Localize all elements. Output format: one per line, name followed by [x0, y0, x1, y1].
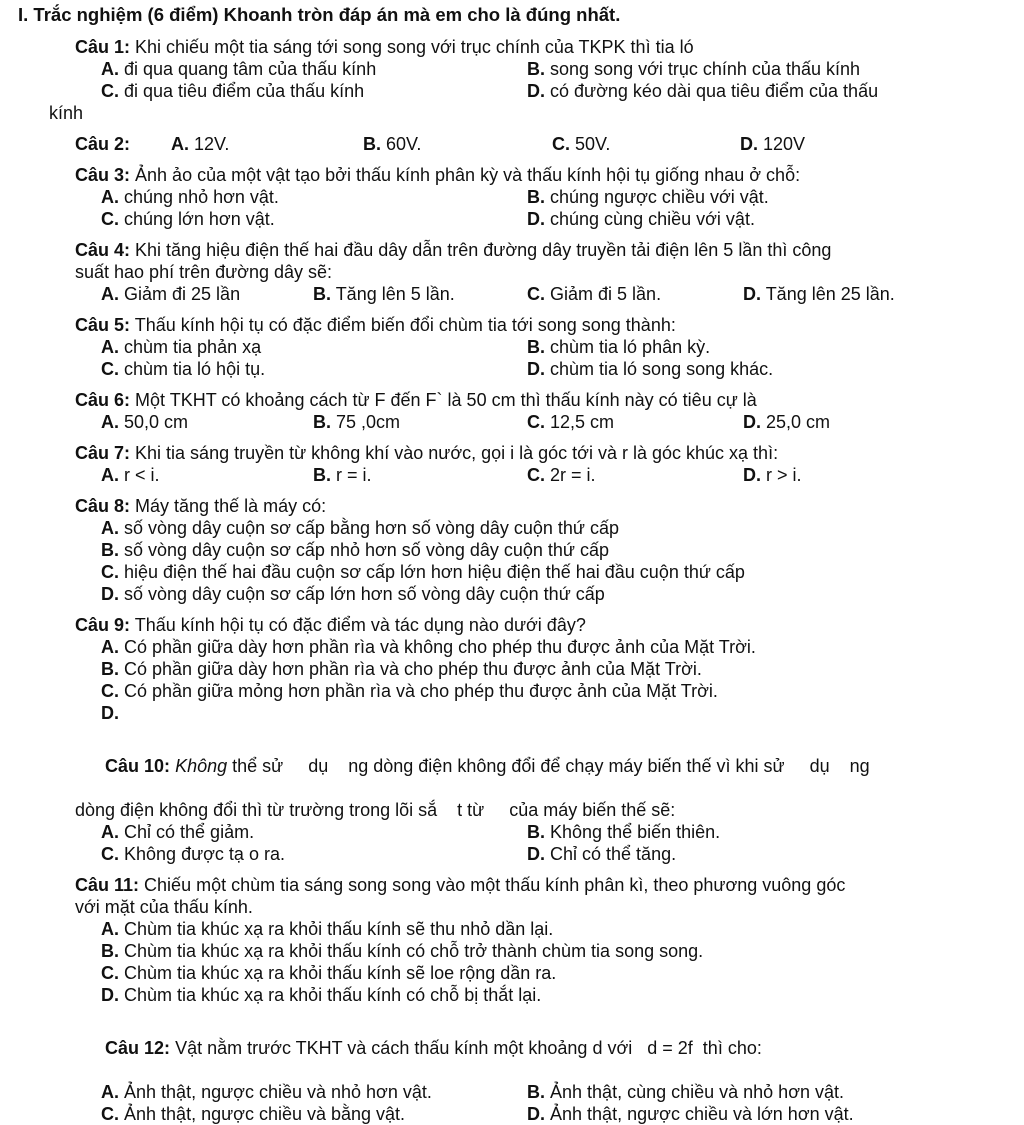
- option-a[interactable]: [101, 411, 313, 433]
- option-text: Có phần giữa dày hơn phần rìa và cho phép thu được ảnh của Mặt Trời.: [124, 659, 702, 679]
- option-a[interactable]: [171, 133, 363, 155]
- option-a[interactable]: [101, 821, 527, 843]
- question-text: Khi chiếu một tia sáng tới song song với trục chính của TKPK thì tia ló: [135, 37, 694, 57]
- question-label: Câu 2:: [75, 134, 131, 154]
- option-text: 60V.: [386, 134, 422, 154]
- option-letter: D.: [101, 703, 119, 723]
- option-letter: C.: [101, 359, 119, 379]
- option-text: Chỉ có thể giảm.: [124, 822, 255, 842]
- option-d[interactable]: [101, 583, 982, 605]
- option-text: r < i.: [124, 465, 160, 485]
- question-text: Máy tăng thế là máy có:: [135, 496, 327, 516]
- option-letter: B.: [527, 337, 545, 357]
- option-b[interactable]: [527, 821, 982, 843]
- option-text: số vòng dây cuộn sơ cấp lớn hơn số vòng dây cuộn thứ cấp: [124, 584, 605, 604]
- options: [101, 821, 982, 865]
- option-text: Giảm đi 25 lần: [124, 284, 241, 304]
- option-text: r = i.: [336, 465, 372, 485]
- option-letter: B.: [527, 822, 545, 842]
- option-d[interactable]: [527, 358, 982, 380]
- option-letter: C.: [101, 844, 119, 864]
- question-8: [75, 495, 982, 605]
- question-label: Câu 10:: [105, 756, 171, 776]
- option-text: Chùm tia khúc xạ ra khỏi thấu kính có chỗ trở thành chùm tia song song.: [124, 941, 704, 961]
- option-text: chúng nhỏ hơn vật.: [124, 187, 279, 207]
- question-1: [49, 36, 982, 124]
- option-text: Chùm tia khúc xạ ra khỏi thấu kính sẽ thu nhỏ dần lại.: [124, 919, 554, 939]
- question-stem: [75, 442, 982, 464]
- question-label: Câu 11:: [75, 875, 140, 895]
- question-5: [75, 314, 982, 380]
- question-2: [75, 133, 982, 155]
- option-c[interactable]: [101, 208, 527, 230]
- option-a[interactable]: [101, 1081, 527, 1103]
- question-12: [75, 1015, 982, 1125]
- options: [101, 464, 982, 486]
- option-text: Ảnh thật, ngược chiều và lớn hơn vật.: [550, 1104, 854, 1124]
- option-letter: B.: [527, 59, 545, 79]
- option-letter: A.: [101, 337, 119, 357]
- option-text: đi qua quang tâm của thấu kính: [124, 59, 377, 79]
- question-label: Câu 1:: [75, 37, 131, 57]
- option-letter: A.: [101, 822, 119, 842]
- option-text: chúng ngược chiều với vật.: [550, 187, 769, 207]
- question-text-line2: dòng điện không đổi thì từ trường trong lõi sắ t từ của máy biến thế sẽ:: [75, 800, 676, 820]
- question-stem: [75, 239, 982, 261]
- option-a[interactable]: [101, 517, 982, 539]
- option-text: chùm tia ló phân kỳ.: [550, 337, 711, 357]
- option-d[interactable]: [743, 411, 982, 433]
- option-letter: C.: [101, 81, 119, 101]
- option-letter: D.: [740, 134, 758, 154]
- option-a[interactable]: [101, 464, 313, 486]
- option-text: Ảnh thật, cùng chiều và nhỏ hơn vật.: [550, 1082, 845, 1102]
- question-text: Khi tăng hiệu điện thế hai đầu dây dẫn trên đường dây truyền tải điện lên 5 lần thì công: [135, 240, 832, 260]
- option-text: 25,0 cm: [766, 412, 831, 432]
- option-c[interactable]: [101, 561, 982, 583]
- question-text: Thấu kính hội tụ có đặc điểm và tác dụng nào dưới đây?: [134, 615, 586, 635]
- option-a[interactable]: [101, 336, 527, 358]
- option-b[interactable]: [313, 464, 527, 486]
- option-text: số vòng dây cuộn sơ cấp nhỏ hơn số vòng dây cuộn thứ cấp: [124, 540, 609, 560]
- option-text: Ảnh thật, ngược chiều và nhỏ hơn vật.: [124, 1082, 432, 1102]
- question-stem: [75, 164, 982, 186]
- option-letter: A.: [101, 284, 119, 304]
- option-d[interactable]: [101, 984, 982, 1006]
- options: [75, 133, 982, 155]
- question-label: Câu 7:: [75, 443, 131, 463]
- option-letter: D.: [101, 985, 119, 1005]
- options: [101, 58, 982, 102]
- option-letter: D.: [101, 584, 119, 604]
- question-text-italic: Không: [175, 756, 228, 776]
- option-letter: C.: [527, 284, 545, 304]
- option-letter: A.: [101, 1082, 119, 1102]
- option-text: chúng lớn hơn vật.: [124, 209, 275, 229]
- option-c[interactable]: [101, 680, 982, 702]
- option-a[interactable]: [101, 283, 313, 305]
- option-letter: D.: [527, 209, 545, 229]
- option-text: Có phần giữa dày hơn phần rìa và không cho phép thu được ảnh của Mặt Trời.: [124, 637, 756, 657]
- question-6: [75, 389, 982, 433]
- question-label: Câu 8:: [75, 496, 131, 516]
- options: [101, 283, 982, 305]
- question-4: [75, 239, 982, 305]
- option-c[interactable]: [527, 283, 743, 305]
- option-c[interactable]: [101, 843, 527, 865]
- option-text: 12,5 cm: [550, 412, 615, 432]
- question-7: [75, 442, 982, 486]
- question-text-line2: với mặt của thấu kính.: [75, 897, 253, 917]
- options: [101, 636, 982, 724]
- question-10: [75, 733, 982, 865]
- question-3: [75, 164, 982, 230]
- question-stem: [75, 733, 982, 799]
- option-letter: B.: [313, 412, 331, 432]
- option-letter: B.: [313, 284, 331, 304]
- option-c[interactable]: [101, 358, 527, 380]
- question-stem: [75, 1015, 982, 1081]
- option-text: số vòng dây cuộn sơ cấp bằng hơn số vòng dây cuộn thứ cấp: [124, 518, 619, 538]
- option-text: 12V.: [194, 134, 230, 154]
- question-11: [75, 874, 982, 1006]
- option-c[interactable]: [552, 133, 740, 155]
- question-text: Khi tia sáng truyền từ không khí vào nước, gọi i là góc tới và r là góc khúc xạ thì:: [135, 443, 779, 463]
- option-text: 120V: [763, 134, 806, 154]
- question-text: Chiếu một chùm tia sáng song song vào một thấu kính phân kì, theo phương vuông góc: [144, 875, 846, 895]
- option-letter: A.: [101, 919, 119, 939]
- option-letter: A.: [101, 59, 119, 79]
- option-letter: B.: [313, 465, 331, 485]
- option-text: chùm tia ló hội tụ.: [124, 359, 266, 379]
- option-letter: A.: [101, 187, 119, 207]
- option-text: có đường kéo dài qua tiêu điểm của thấu: [550, 81, 879, 101]
- option-letter: D.: [743, 412, 761, 432]
- question-label: Câu 4:: [75, 240, 131, 260]
- option-letter: C.: [527, 465, 545, 485]
- question-stem: [75, 36, 982, 58]
- option-text: 50,0 cm: [124, 412, 189, 432]
- option-b[interactable]: [363, 133, 552, 155]
- options: [101, 517, 982, 605]
- question-stem: [75, 389, 982, 411]
- option-a[interactable]: [101, 636, 982, 658]
- option-d[interactable]: [527, 843, 982, 865]
- option-letter: B.: [101, 941, 119, 961]
- option-b[interactable]: [313, 283, 527, 305]
- option-b[interactable]: [527, 186, 982, 208]
- options: [101, 186, 982, 230]
- question-text: Một TKHT có khoảng cách từ F đến F` là 50 cm thì thấu kính này có tiêu cự là: [135, 390, 757, 410]
- option-c[interactable]: [101, 1103, 527, 1125]
- option-letter: D.: [527, 1104, 545, 1124]
- question-text: Vật nằm trước TKHT và cách thấu kính một khoảng d với d = 2f thì cho:: [175, 1038, 762, 1058]
- option-d[interactable]: [527, 1103, 982, 1125]
- question-label: Câu 6:: [75, 390, 131, 410]
- option-d[interactable]: [743, 283, 982, 305]
- option-letter: A.: [101, 518, 119, 538]
- question-stem: [75, 314, 982, 336]
- option-letter: D.: [527, 844, 545, 864]
- question-9: [75, 614, 982, 724]
- option-c[interactable]: [527, 411, 743, 433]
- option-text: Tăng lên 5 lần.: [335, 284, 455, 304]
- option-text: Chùm tia khúc xạ ra khỏi thấu kính có chỗ bị thắt lại.: [124, 985, 542, 1005]
- option-letter: A.: [171, 134, 189, 154]
- option-letter: C.: [101, 1104, 119, 1124]
- option-text: 75 ,0cm: [336, 412, 401, 432]
- option-b[interactable]: [101, 539, 982, 561]
- question-text: Ảnh ảo của một vật tạo bởi thấu kính phân kỳ và thấu kính hội tụ giống nhau ở chỗ:: [135, 165, 801, 185]
- option-text: Tăng lên 25 lần.: [765, 284, 895, 304]
- option-letter: B.: [101, 659, 119, 679]
- options: [101, 411, 982, 433]
- options: [101, 336, 982, 380]
- option-d[interactable]: [740, 133, 982, 155]
- question-label: Câu 9:: [75, 615, 131, 635]
- question-stem: [75, 495, 982, 517]
- option-text: 2r = i.: [550, 465, 596, 485]
- question-text: Thấu kính hội tụ có đặc điểm biến đổi chùm tia tới song song thành:: [134, 315, 676, 335]
- option-c[interactable]: [101, 80, 527, 102]
- section-title: I. Trắc nghiệm (6 điểm) Khoanh tròn đáp án mà em cho là đúng nhất.: [18, 4, 621, 25]
- option-text: Ảnh thật, ngược chiều và bằng vật.: [124, 1104, 406, 1124]
- option-c[interactable]: [101, 962, 982, 984]
- question-label: Câu 12:: [105, 1038, 171, 1058]
- question-stem: [75, 614, 982, 636]
- option-letter: B.: [527, 1082, 545, 1102]
- option-b[interactable]: [527, 58, 982, 80]
- option-text: chúng cùng chiều với vật.: [550, 209, 755, 229]
- option-text: Chùm tia khúc xạ ra khỏi thấu kính sẽ loe rộng dần ra.: [124, 963, 557, 983]
- option-a[interactable]: [101, 186, 527, 208]
- option-letter: B.: [363, 134, 381, 154]
- option-a[interactable]: [101, 58, 527, 80]
- option-letter: C.: [101, 562, 119, 582]
- option-text: Không thể biến thiên.: [550, 822, 721, 842]
- option-text: hiệu điện thế hai đầu cuộn sơ cấp lớn hơn hiệu điện thế hai đầu cuộn thứ cấp: [124, 562, 745, 582]
- option-text: Chỉ có thể tăng.: [550, 844, 677, 864]
- options: [101, 1081, 982, 1125]
- option-text: song song với trục chính của thấu kính: [550, 59, 861, 79]
- question-text-line2: suất hao phí trên đường dây sẽ:: [75, 262, 333, 282]
- options: [101, 918, 982, 1006]
- option-b[interactable]: [313, 411, 527, 433]
- option-letter: A.: [101, 637, 119, 657]
- option-d[interactable]: [101, 702, 982, 724]
- option-d[interactable]: [527, 80, 982, 102]
- option-letter: C.: [552, 134, 570, 154]
- option-letter: D.: [527, 81, 545, 101]
- option-letter: A.: [101, 465, 119, 485]
- option-b[interactable]: [101, 658, 982, 680]
- option-d[interactable]: [743, 464, 982, 486]
- option-text: Có phần giữa mỏng hơn phần rìa và cho phép thu được ảnh của Mặt Trời.: [124, 681, 718, 701]
- option-b[interactable]: [101, 940, 982, 962]
- option-letter: C.: [527, 412, 545, 432]
- option-letter: B.: [101, 540, 119, 560]
- question-text: thể sử dụ ng dòng điện không đổi để chạy máy biến thế vì khi sử dụ ng: [227, 756, 870, 776]
- option-letter: A.: [101, 412, 119, 432]
- option-d[interactable]: [527, 208, 982, 230]
- option-c[interactable]: [527, 464, 743, 486]
- option-text: 50V.: [575, 134, 611, 154]
- option-letter: C.: [101, 209, 119, 229]
- question-label: Câu 3:: [75, 165, 131, 185]
- option-letter: D.: [743, 284, 761, 304]
- option-b[interactable]: [527, 336, 982, 358]
- option-text: chùm tia ló song song khác.: [550, 359, 774, 379]
- option-letter: D.: [527, 359, 545, 379]
- option-text: Giảm đi 5 lần.: [550, 284, 662, 304]
- question-label: Câu 5:: [75, 315, 131, 335]
- option-text: Không được tạ o ra.: [124, 844, 285, 864]
- option-text: chùm tia phản xạ: [124, 337, 262, 357]
- option-letter: B.: [527, 187, 545, 207]
- option-letter: C.: [101, 963, 119, 983]
- option-text: r > i.: [766, 465, 802, 485]
- option-a[interactable]: [101, 918, 982, 940]
- option-b[interactable]: [527, 1081, 982, 1103]
- question-stem: [75, 874, 982, 896]
- option-letter: D.: [743, 465, 761, 485]
- option-text: đi qua tiêu điểm của thấu kính: [124, 81, 365, 101]
- option-d-continuation: kính: [49, 103, 84, 123]
- option-letter: C.: [101, 681, 119, 701]
